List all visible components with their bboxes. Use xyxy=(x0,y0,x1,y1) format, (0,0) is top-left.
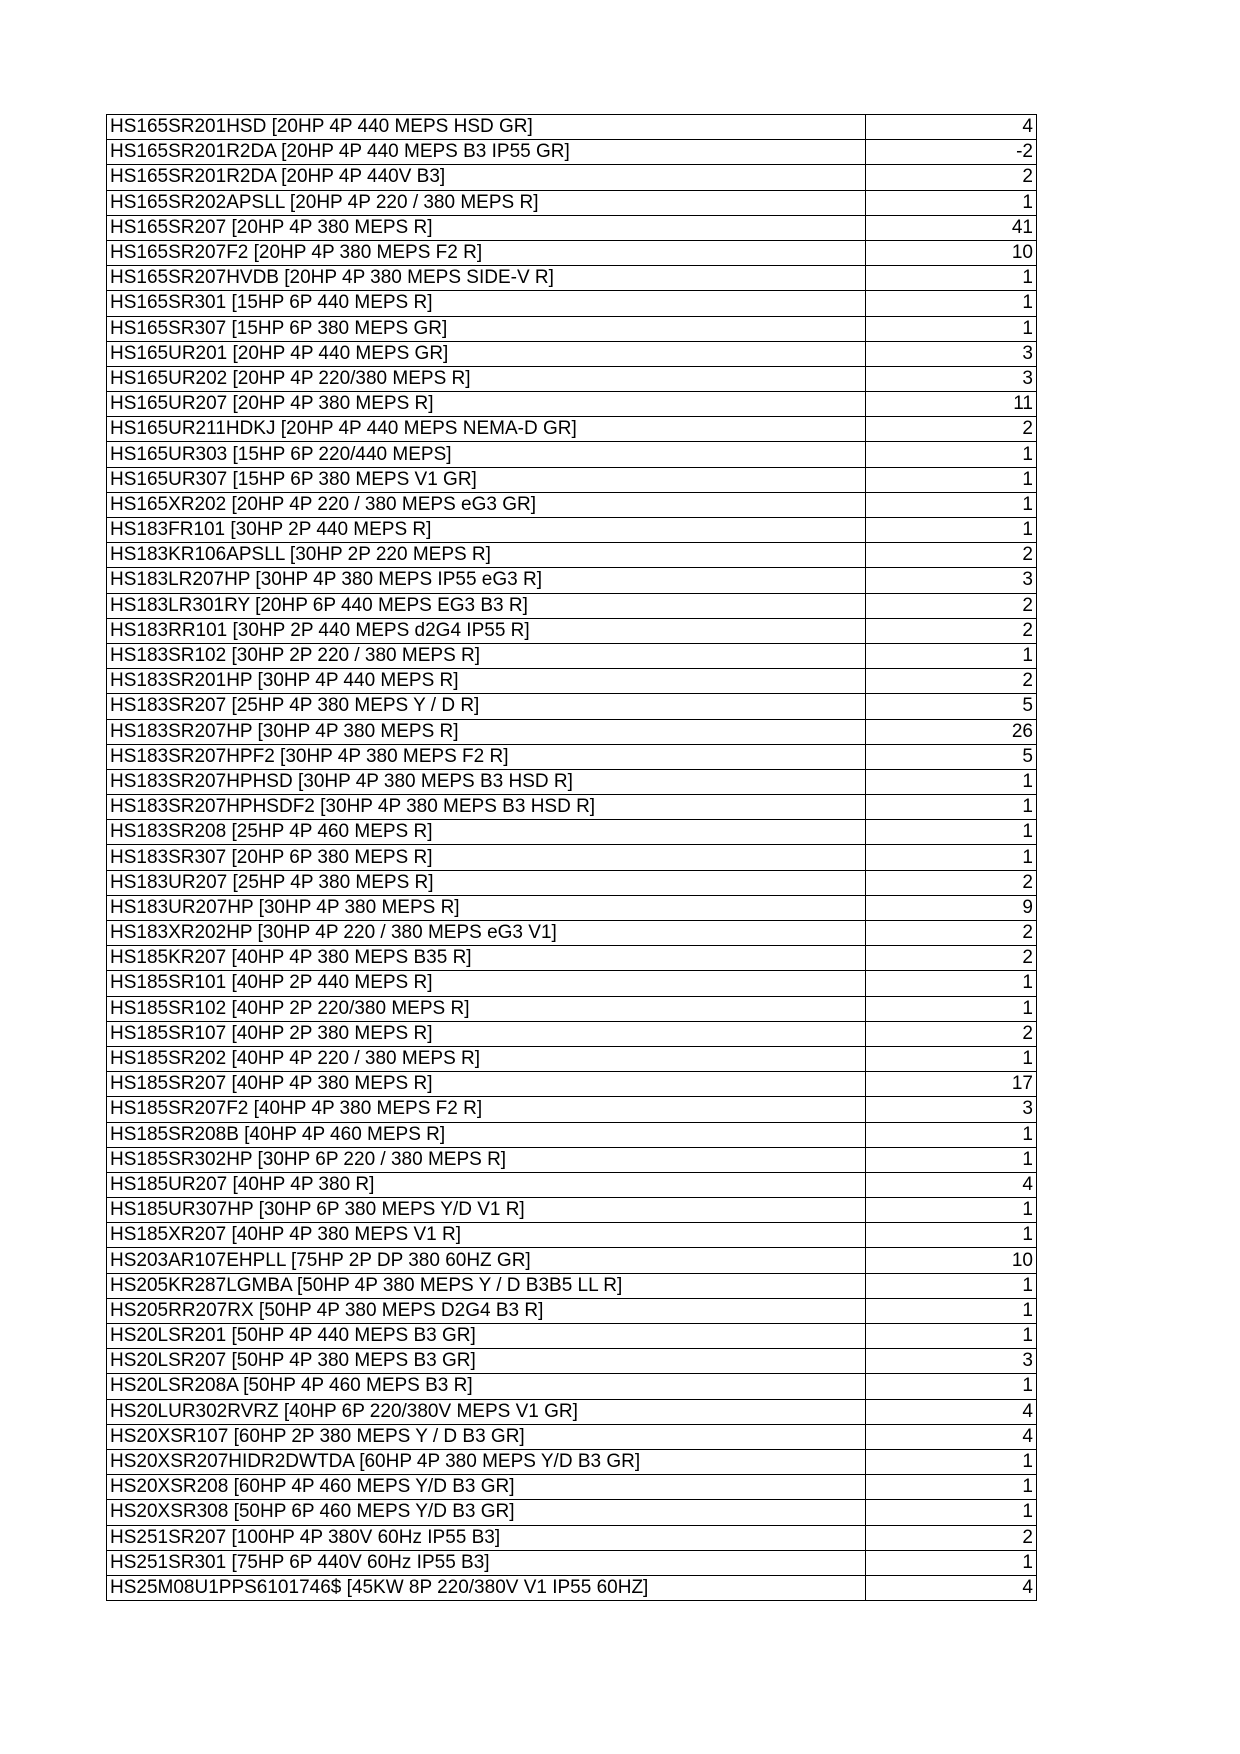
item-description-cell: HS20LSR201 [50HP 4P 440 MEPS B3 GR] xyxy=(107,1324,866,1349)
item-description-cell: HS165SR207HVDB [20HP 4P 380 MEPS SIDE-V R] xyxy=(107,266,866,291)
table-row xyxy=(107,417,1037,442)
item-description-cell: HS185SR207F2 [40HP 4P 380 MEPS F2 R] xyxy=(107,1097,866,1122)
item-quantity-cell: 9 xyxy=(866,895,1037,920)
item-quantity-cell: 2 xyxy=(866,946,1037,971)
item-description-cell: HS165SR207 [20HP 4P 380 MEPS R] xyxy=(107,215,866,240)
item-quantity-cell: 3 xyxy=(866,568,1037,593)
item-description-cell: HS185XR207 [40HP 4P 380 MEPS V1 R] xyxy=(107,1223,866,1248)
item-quantity-cell: 17 xyxy=(866,1072,1037,1097)
item-quantity-cell: 2 xyxy=(866,1021,1037,1046)
item-quantity-cell: 4 xyxy=(866,1575,1037,1600)
item-quantity-cell: 5 xyxy=(866,744,1037,769)
item-description-cell: HS183SR207 [25HP 4P 380 MEPS Y / D R] xyxy=(107,694,866,719)
table-row xyxy=(107,568,1037,593)
table-row xyxy=(107,1122,1037,1147)
item-description-cell: HS165UR207 [20HP 4P 380 MEPS R] xyxy=(107,392,866,417)
item-quantity-cell: 4 xyxy=(866,115,1037,140)
item-description-cell: HS165SR202APSLL [20HP 4P 220 / 380 MEPS R] xyxy=(107,190,866,215)
item-description-cell: HS165UR303 [15HP 6P 220/440 MEPS] xyxy=(107,442,866,467)
item-quantity-cell: 11 xyxy=(866,392,1037,417)
item-description-cell: HS20LSR207 [50HP 4P 380 MEPS B3 GR] xyxy=(107,1349,866,1374)
item-description-cell: HS165XR202 [20HP 4P 220 / 380 MEPS eG3 GR] xyxy=(107,492,866,517)
item-quantity-cell: 2 xyxy=(866,1525,1037,1550)
table-row xyxy=(107,366,1037,391)
table-row xyxy=(107,895,1037,920)
item-description-cell: HS25M08U1PPS6101746$ [45KW 8P 220/380V V1 IP55 60HZ] xyxy=(107,1575,866,1600)
table-row xyxy=(107,1550,1037,1575)
item-quantity-cell: 26 xyxy=(866,719,1037,744)
item-description-cell: HS185UR307HP [30HP 6P 380 MEPS Y/D V1 R] xyxy=(107,1198,866,1223)
table-row xyxy=(107,946,1037,971)
item-description-cell: HS20LUR302RVRZ [40HP 6P 220/380V MEPS V1 GR] xyxy=(107,1399,866,1424)
table-row xyxy=(107,795,1037,820)
item-description-cell: HS185SR102 [40HP 2P 220/380 MEPS R] xyxy=(107,996,866,1021)
item-description-cell: HS165SR207F2 [20HP 4P 380 MEPS F2 R] xyxy=(107,240,866,265)
item-description-cell: HS165SR201HSD [20HP 4P 440 MEPS HSD GR] xyxy=(107,115,866,140)
item-quantity-cell: 2 xyxy=(866,618,1037,643)
item-quantity-cell: 1 xyxy=(866,442,1037,467)
item-quantity-cell: 4 xyxy=(866,1399,1037,1424)
item-description-cell: HS185SR208B [40HP 4P 460 MEPS R] xyxy=(107,1122,866,1147)
item-quantity-cell: 1 xyxy=(866,291,1037,316)
item-quantity-cell: 1 xyxy=(866,1147,1037,1172)
table-row xyxy=(107,1223,1037,1248)
table-row xyxy=(107,744,1037,769)
table-row xyxy=(107,1374,1037,1399)
item-description-cell: HS185SR302HP [30HP 6P 220 / 380 MEPS R] xyxy=(107,1147,866,1172)
item-quantity-cell: 1 xyxy=(866,795,1037,820)
item-description-cell: HS185SR101 [40HP 2P 440 MEPS R] xyxy=(107,971,866,996)
item-quantity-cell: 1 xyxy=(866,1223,1037,1248)
table-row xyxy=(107,845,1037,870)
table-row xyxy=(107,215,1037,240)
item-quantity-cell: 41 xyxy=(866,215,1037,240)
table-row xyxy=(107,518,1037,543)
item-quantity-cell: 1 xyxy=(866,643,1037,668)
table-row xyxy=(107,1298,1037,1323)
table-row xyxy=(107,694,1037,719)
inventory-table xyxy=(106,114,1037,1601)
item-description-cell: HS183SR207HPHSD [30HP 4P 380 MEPS B3 HSD R] xyxy=(107,769,866,794)
item-quantity-cell: 1 xyxy=(866,316,1037,341)
item-quantity-cell: 3 xyxy=(866,341,1037,366)
item-description-cell: HS205KR287LGMBA [50HP 4P 380 MEPS Y / D B3B5 LL R] xyxy=(107,1273,866,1298)
table-row xyxy=(107,1399,1037,1424)
item-quantity-cell: 10 xyxy=(866,1248,1037,1273)
table-row xyxy=(107,870,1037,895)
item-quantity-cell: 1 xyxy=(866,266,1037,291)
item-quantity-cell: 1 xyxy=(866,467,1037,492)
table-row xyxy=(107,820,1037,845)
table-row xyxy=(107,1525,1037,1550)
item-quantity-cell: 1 xyxy=(866,1122,1037,1147)
item-quantity-cell: 2 xyxy=(866,593,1037,618)
item-description-cell: HS165SR307 [15HP 6P 380 MEPS GR] xyxy=(107,316,866,341)
table-row xyxy=(107,1021,1037,1046)
table-row xyxy=(107,643,1037,668)
item-quantity-cell: 1 xyxy=(866,1198,1037,1223)
item-quantity-cell: 1 xyxy=(866,1298,1037,1323)
item-description-cell: HS203AR107EHPLL [75HP 2P DP 380 60HZ GR] xyxy=(107,1248,866,1273)
table-row xyxy=(107,1475,1037,1500)
item-description-cell: HS251SR301 [75HP 6P 440V 60Hz IP55 B3] xyxy=(107,1550,866,1575)
inventory-sheet xyxy=(106,114,1034,1601)
table-row xyxy=(107,316,1037,341)
table-row xyxy=(107,266,1037,291)
item-quantity-cell: 2 xyxy=(866,669,1037,694)
item-description-cell: HS251SR207 [100HP 4P 380V 60Hz IP55 B3] xyxy=(107,1525,866,1550)
item-quantity-cell: 2 xyxy=(866,417,1037,442)
item-description-cell: HS183RR101 [30HP 2P 440 MEPS d2G4 IP55 R] xyxy=(107,618,866,643)
table-row xyxy=(107,1046,1037,1071)
item-description-cell: HS165UR307 [15HP 6P 380 MEPS V1 GR] xyxy=(107,467,866,492)
table-row xyxy=(107,240,1037,265)
item-description-cell: HS165UR202 [20HP 4P 220/380 MEPS R] xyxy=(107,366,866,391)
item-description-cell: HS183SR207HPHSDF2 [30HP 4P 380 MEPS B3 HSD R] xyxy=(107,795,866,820)
item-quantity-cell: 10 xyxy=(866,240,1037,265)
item-description-cell: HS183SR307 [20HP 6P 380 MEPS R] xyxy=(107,845,866,870)
item-description-cell: HS185SR207 [40HP 4P 380 MEPS R] xyxy=(107,1072,866,1097)
table-row xyxy=(107,769,1037,794)
table-row xyxy=(107,392,1037,417)
item-description-cell: HS20XSR208 [60HP 4P 460 MEPS Y/D B3 GR] xyxy=(107,1475,866,1500)
item-quantity-cell: 1 xyxy=(866,971,1037,996)
item-description-cell: HS183LR301RY [20HP 6P 440 MEPS EG3 B3 R] xyxy=(107,593,866,618)
item-quantity-cell: 1 xyxy=(866,518,1037,543)
table-row xyxy=(107,1147,1037,1172)
table-row xyxy=(107,492,1037,517)
item-description-cell: HS165SR201R2DA [20HP 4P 440V B3] xyxy=(107,165,866,190)
table-row xyxy=(107,291,1037,316)
table-row xyxy=(107,140,1037,165)
item-description-cell: HS183LR207HP [30HP 4P 380 MEPS IP55 eG3 R] xyxy=(107,568,866,593)
item-quantity-cell: 1 xyxy=(866,190,1037,215)
item-quantity-cell: 3 xyxy=(866,1097,1037,1122)
table-row xyxy=(107,1198,1037,1223)
item-quantity-cell: 1 xyxy=(866,769,1037,794)
item-description-cell: HS165UR211HDKJ [20HP 4P 440 MEPS NEMA-D GR] xyxy=(107,417,866,442)
item-quantity-cell: 1 xyxy=(866,1500,1037,1525)
item-description-cell: HS205RR207RX [50HP 4P 380 MEPS D2G4 B3 R] xyxy=(107,1298,866,1323)
item-quantity-cell: 1 xyxy=(866,492,1037,517)
table-row xyxy=(107,1324,1037,1349)
item-quantity-cell: 4 xyxy=(866,1172,1037,1197)
item-description-cell: HS165SR301 [15HP 6P 440 MEPS R] xyxy=(107,291,866,316)
item-quantity-cell: -2 xyxy=(866,140,1037,165)
item-quantity-cell: 3 xyxy=(866,1349,1037,1374)
item-quantity-cell: 1 xyxy=(866,1046,1037,1071)
item-description-cell: HS183KR106APSLL [30HP 2P 220 MEPS R] xyxy=(107,543,866,568)
item-quantity-cell: 2 xyxy=(866,921,1037,946)
item-description-cell: HS183UR207HP [30HP 4P 380 MEPS R] xyxy=(107,895,866,920)
table-row xyxy=(107,1449,1037,1474)
table-row xyxy=(107,543,1037,568)
item-description-cell: HS183FR101 [30HP 2P 440 MEPS R] xyxy=(107,518,866,543)
table-row xyxy=(107,165,1037,190)
table-row xyxy=(107,1500,1037,1525)
table-row xyxy=(107,1172,1037,1197)
table-row xyxy=(107,467,1037,492)
item-description-cell: HS183SR102 [30HP 2P 220 / 380 MEPS R] xyxy=(107,643,866,668)
table-row xyxy=(107,719,1037,744)
item-description-cell: HS165SR201R2DA [20HP 4P 440 MEPS B3 IP55 GR] xyxy=(107,140,866,165)
table-row xyxy=(107,341,1037,366)
item-description-cell: HS185SR107 [40HP 2P 380 MEPS R] xyxy=(107,1021,866,1046)
item-quantity-cell: 1 xyxy=(866,1475,1037,1500)
table-row xyxy=(107,1349,1037,1374)
table-row xyxy=(107,593,1037,618)
item-description-cell: HS183SR208 [25HP 4P 460 MEPS R] xyxy=(107,820,866,845)
item-description-cell: HS185SR202 [40HP 4P 220 / 380 MEPS R] xyxy=(107,1046,866,1071)
item-quantity-cell: 2 xyxy=(866,543,1037,568)
item-description-cell: HS183SR207HP [30HP 4P 380 MEPS R] xyxy=(107,719,866,744)
item-description-cell: HS183SR201HP [30HP 4P 440 MEPS R] xyxy=(107,669,866,694)
item-quantity-cell: 1 xyxy=(866,845,1037,870)
item-description-cell: HS185UR207 [40HP 4P 380 R] xyxy=(107,1172,866,1197)
item-quantity-cell: 1 xyxy=(866,820,1037,845)
table-row xyxy=(107,190,1037,215)
item-description-cell: HS183XR202HP [30HP 4P 220 / 380 MEPS eG3 V1] xyxy=(107,921,866,946)
table-row xyxy=(107,115,1037,140)
table-row xyxy=(107,669,1037,694)
item-quantity-cell: 1 xyxy=(866,1374,1037,1399)
inventory-table-body xyxy=(107,115,1037,1601)
table-row xyxy=(107,1097,1037,1122)
item-quantity-cell: 1 xyxy=(866,1550,1037,1575)
item-quantity-cell: 2 xyxy=(866,870,1037,895)
item-description-cell: HS165UR201 [20HP 4P 440 MEPS GR] xyxy=(107,341,866,366)
item-description-cell: HS183SR207HPF2 [30HP 4P 380 MEPS F2 R] xyxy=(107,744,866,769)
item-quantity-cell: 1 xyxy=(866,1273,1037,1298)
table-row xyxy=(107,1248,1037,1273)
table-row xyxy=(107,921,1037,946)
item-description-cell: HS20XSR207HIDR2DWTDA [60HP 4P 380 MEPS Y/D B3 GR] xyxy=(107,1449,866,1474)
item-quantity-cell: 2 xyxy=(866,165,1037,190)
table-row xyxy=(107,618,1037,643)
item-description-cell: HS185KR207 [40HP 4P 380 MEPS B35 R] xyxy=(107,946,866,971)
item-quantity-cell: 5 xyxy=(866,694,1037,719)
item-description-cell: HS20XSR107 [60HP 2P 380 MEPS Y / D B3 GR] xyxy=(107,1424,866,1449)
table-row xyxy=(107,1273,1037,1298)
item-description-cell: HS20XSR308 [50HP 6P 460 MEPS Y/D B3 GR] xyxy=(107,1500,866,1525)
table-row xyxy=(107,1575,1037,1600)
table-row xyxy=(107,996,1037,1021)
table-row xyxy=(107,971,1037,996)
item-quantity-cell: 3 xyxy=(866,366,1037,391)
item-description-cell: HS20LSR208A [50HP 4P 460 MEPS B3 R] xyxy=(107,1374,866,1399)
table-row xyxy=(107,442,1037,467)
table-row xyxy=(107,1072,1037,1097)
item-quantity-cell: 1 xyxy=(866,1324,1037,1349)
item-quantity-cell: 4 xyxy=(866,1424,1037,1449)
item-quantity-cell: 1 xyxy=(866,1449,1037,1474)
item-description-cell: HS183UR207 [25HP 4P 380 MEPS R] xyxy=(107,870,866,895)
item-quantity-cell: 1 xyxy=(866,996,1037,1021)
table-row xyxy=(107,1424,1037,1449)
